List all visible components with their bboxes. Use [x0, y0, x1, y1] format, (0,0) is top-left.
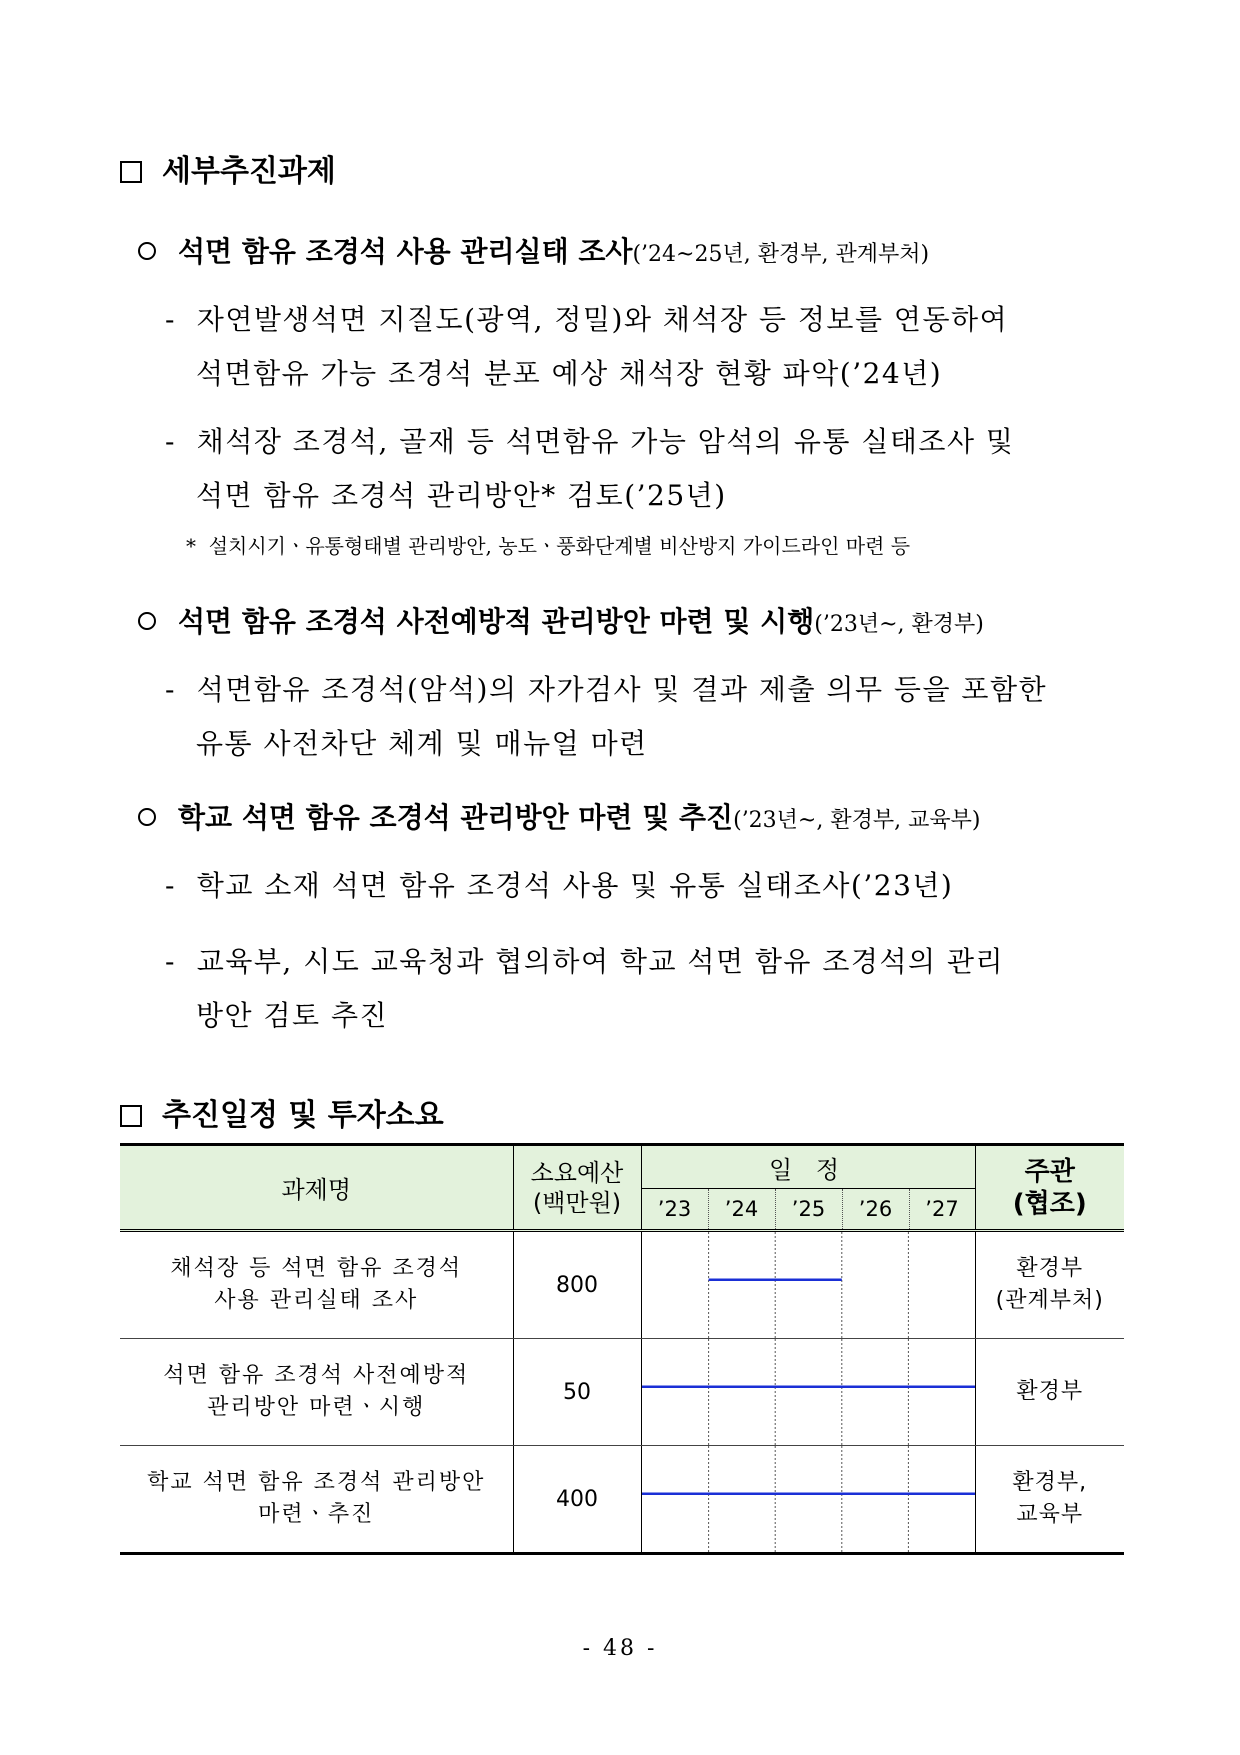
page-number: - 48 - [582, 1636, 658, 1661]
header-year: ’26 [842, 1189, 909, 1231]
header-task-name: 과제명 [120, 1145, 513, 1231]
gantt-svg [642, 1339, 975, 1445]
gantt-cell [641, 1231, 975, 1339]
checkbox-square-icon [120, 1105, 142, 1127]
gantt-svg [642, 1232, 975, 1338]
bullet-line: 방안 검토 추진 [196, 999, 389, 1032]
header-year: ’25 [775, 1189, 842, 1231]
task-title: 석면 함유 조경석 사용 관리실태 조사 [178, 235, 633, 268]
header-budget: 소요예산 (백만원) [513, 1145, 641, 1231]
task-name-cell: 채석장 등 석면 함유 조경석 사용 관리실태 조사 [120, 1231, 513, 1339]
gantt-cell [641, 1446, 975, 1554]
bullet-line: 석면 함유 조경석 관리방안* 검토(’25년) [196, 479, 727, 512]
footnote: * 설치시기ㆍ유통형태별 관리방안, 농도ㆍ풍화단계별 비산방지 가이드라인 마련 등 [186, 534, 911, 558]
circle-bullet-icon [138, 808, 156, 826]
header-year: ’27 [909, 1189, 975, 1231]
section-heading-schedule: 추진일정 및 투자소요 [120, 1090, 444, 1134]
table-row [120, 1231, 1124, 1339]
organization-cell: 환경부 [975, 1339, 1124, 1446]
gantt-svg [642, 1446, 975, 1552]
bullet-line: - 자연발생석면 지질도(광역, 정밀)와 채석장 등 정보를 연동하여 [165, 303, 1009, 336]
header-year: ’23 [641, 1189, 708, 1231]
budget-cell: 400 [513, 1446, 641, 1554]
section-heading-tasks: 세부추진과제 [120, 146, 336, 190]
organization-cell: 환경부, 교육부 [975, 1446, 1124, 1554]
circle-bullet-icon [138, 242, 156, 260]
gantt-chart [642, 1232, 975, 1338]
bullet-line: - 석면함유 조경석(암석)의 자가검사 및 결과 제출 의무 등을 포함한 [165, 673, 1048, 706]
task-name-cell: 석면 함유 조경석 사전예방적 관리방안 마련ㆍ시행 [120, 1339, 513, 1446]
bullet-line: 유통 사전차단 체계 및 매뉴얼 마련 [196, 727, 648, 760]
schedule-table [120, 1143, 1124, 1555]
bullet-line: - 채석장 조경석, 골재 등 석면함유 가능 암석의 유통 실태조사 및 [165, 425, 1015, 458]
budget-cell: 50 [513, 1339, 641, 1446]
gantt-cell [641, 1339, 975, 1446]
table-row [120, 1339, 1124, 1446]
gantt-chart [642, 1339, 975, 1445]
header-schedule: 일 정 [641, 1145, 975, 1189]
bullet-line: - 교육부, 시도 교육청과 협의하여 학교 석면 함유 조경석의 관리 [165, 945, 1005, 978]
bullet-line: 석면함유 가능 조경석 분포 예상 채석장 현황 파악(’24년) [196, 357, 943, 390]
task-name-cell: 학교 석면 함유 조경석 관리방안 마련ㆍ추진 [120, 1446, 513, 1554]
task-title: 학교 석면 함유 조경석 관리방안 마련 및 추진 [178, 801, 734, 834]
circle-bullet-icon [138, 612, 156, 630]
header-year: ’24 [708, 1189, 775, 1231]
task-item-3-heading [138, 796, 980, 836]
task-meta: (’23년~, 환경부) [814, 612, 984, 637]
organization-cell: 환경부 (관계부처) [975, 1231, 1124, 1339]
bullet-line: - 학교 소재 석면 함유 조경석 사용 및 유통 실태조사(’23년) [165, 869, 954, 902]
task-meta: (’24~25년, 환경부, 관계부처) [632, 242, 930, 267]
gantt-chart [642, 1446, 975, 1552]
task-meta: (’23년~, 환경부, 교육부) [733, 808, 981, 833]
task-item-1-heading [138, 230, 929, 270]
task-title: 석면 함유 조경석 사전예방적 관리방안 마련 및 시행 [178, 605, 815, 638]
table-row [120, 1446, 1124, 1554]
budget-cell: 800 [513, 1231, 641, 1339]
header-organization: 주관 (협조) [975, 1145, 1124, 1231]
task-item-2-heading [138, 600, 984, 640]
checkbox-square-icon [120, 161, 142, 183]
